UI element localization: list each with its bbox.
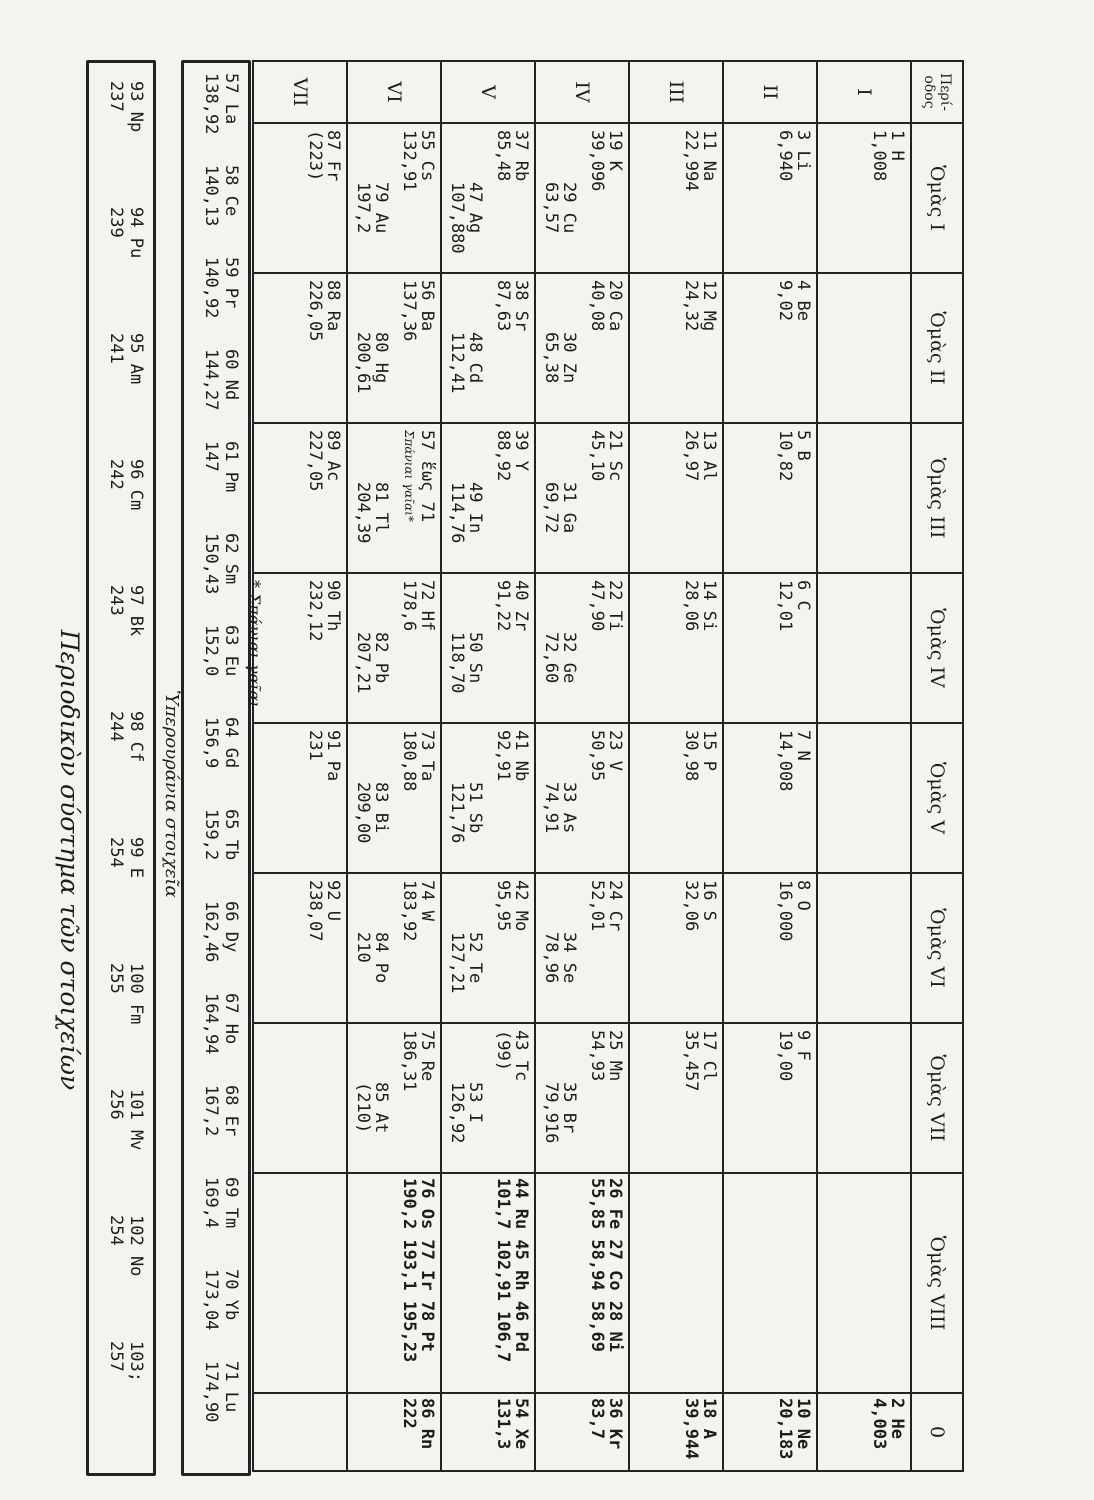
element-cell (253, 723, 347, 873)
atomic-weight: (99) (493, 1030, 513, 1071)
element-symbol: 86 Rn (417, 1398, 437, 1450)
atomic-weight: 126,92 (447, 1082, 467, 1144)
atomic-weight: 118,70 (447, 632, 467, 694)
element-cell (723, 273, 817, 423)
atomic-weight: 222 (399, 1398, 419, 1429)
element-cell (723, 1173, 817, 1393)
element-cell (535, 873, 629, 1023)
element-symbol: 55 Cs (417, 130, 437, 182)
element-symbol: 81 Tl (371, 482, 391, 534)
atomic-weight: 40,08 (587, 280, 607, 332)
element-symbol: 95 Am (126, 333, 146, 385)
element-symbol: 84 Po (371, 932, 391, 984)
element-symbol: 30 Zn (559, 332, 579, 384)
element-symbol: 26 Fe 27 Co 28 Ni (605, 1178, 625, 1352)
element-symbol: 52 Te (465, 932, 485, 984)
element-cell (347, 1023, 441, 1173)
element-cell (253, 273, 347, 423)
period-label: VII (253, 61, 347, 123)
period-label: III (629, 61, 723, 123)
element-symbol: 18 A (699, 1398, 719, 1439)
element-cell (535, 273, 629, 423)
atomic-weight: 14,008 (775, 730, 795, 792)
period-row (817, 61, 911, 1471)
atomic-weight: 150,43 (201, 533, 221, 595)
atomic-weight: 237 (106, 81, 126, 112)
element-cell (253, 1173, 347, 1393)
element-cell (253, 123, 347, 273)
element-symbol: 87 Fr (323, 130, 343, 182)
atomic-weight: 232,12 (305, 580, 325, 642)
header-group-8: Ὁμὰς VIII (911, 1173, 963, 1393)
element-symbol: 37 Rb (511, 130, 531, 182)
element-symbol: 64 Gd (221, 717, 241, 769)
element-symbol: 10 Ne (793, 1398, 813, 1450)
element-cell (723, 873, 817, 1023)
element-cell (817, 723, 911, 873)
atomic-weight: 159,2 (201, 809, 221, 861)
atomic-weight: 180,88 (399, 730, 419, 792)
header-group-1: Ὁμὰς I (911, 123, 963, 273)
element-symbol: 3 Li (793, 130, 813, 171)
element-symbol: 73 Ta (417, 730, 437, 782)
atomic-weight: 35,457 (681, 1030, 701, 1092)
header-group-5: Ὁμὰς V (911, 723, 963, 873)
element-symbol: 35 Br (559, 1082, 579, 1134)
atomic-weight: 186,31 (399, 1030, 419, 1092)
element-cell (723, 1393, 817, 1471)
element-cell (629, 423, 723, 573)
element-cell (629, 723, 723, 873)
element-cell (723, 123, 817, 273)
element-cell (629, 1393, 723, 1471)
atomic-weight: 39,944 (681, 1398, 701, 1460)
atomic-weight: 137,36 (399, 280, 419, 342)
atomic-weight: 138,92 (201, 73, 221, 135)
element-symbol: 13 Al (699, 430, 719, 482)
atomic-weight: 204,39 (353, 482, 373, 544)
element-symbol: 101 Mv (126, 1089, 146, 1151)
atomic-weight: 162,46 (201, 901, 221, 963)
atomic-weight: 167,2 (201, 1085, 221, 1137)
element-symbol: 71 Lu (221, 1361, 241, 1413)
period-label: II (723, 61, 817, 123)
element-cell (723, 423, 817, 573)
atomic-weight: 131,3 (493, 1398, 513, 1450)
atomic-weight: 241 (106, 333, 126, 364)
atomic-weight: 50,95 (587, 730, 607, 782)
element-symbol: 98 Cf (126, 711, 146, 763)
atomic-weight: 183,92 (399, 880, 419, 942)
atomic-weight: 127,21 (447, 932, 467, 994)
element-cell (253, 423, 347, 573)
element-cell (441, 723, 535, 873)
element-symbol: 53 I (465, 1082, 485, 1123)
element-cell (253, 873, 347, 1023)
element-cell (253, 1023, 347, 1173)
element-symbol: 63 Eu (221, 625, 241, 677)
element-cell (535, 1393, 629, 1471)
element-cell (817, 1023, 911, 1173)
element-symbol: 57 ἕως 71 (417, 430, 437, 523)
atomic-weight: 65,38 (541, 332, 561, 384)
atomic-weight: 238,07 (305, 880, 325, 942)
header-group-9: 0 (911, 1393, 963, 1471)
element-symbol: 36 Kr (605, 1398, 625, 1450)
atomic-weight: 101,7 102,91 106,7 (493, 1178, 513, 1363)
element-symbol: 32 Ge (559, 632, 579, 684)
atomic-weight: 209,00 (353, 782, 373, 844)
element-symbol: 62 Sm (221, 533, 241, 585)
element-symbol: 38 Sr (511, 280, 531, 332)
element-cell (535, 1023, 629, 1173)
atomic-weight: 140,13 (201, 165, 221, 227)
element-cell (441, 273, 535, 423)
atomic-weight: 45,10 (587, 430, 607, 482)
element-cell (723, 723, 817, 873)
header-group-4: Ὁμὰς IV (911, 573, 963, 723)
element-symbol: 75 Re (417, 1030, 437, 1082)
header-group-3: Ὁμὰς III (911, 423, 963, 573)
element-cell (535, 123, 629, 273)
periodic-table (252, 60, 964, 1472)
atomic-weight: 12,01 (775, 580, 795, 632)
atomic-weight: 9,02 (775, 280, 795, 321)
transuranic-strip (86, 60, 156, 1476)
element-cell (535, 1173, 629, 1393)
atomic-weight: 152,0 (201, 625, 221, 677)
atomic-weight: 256 (106, 1089, 126, 1120)
atomic-weight: 132,91 (399, 130, 419, 192)
element-cell (535, 573, 629, 723)
element-symbol: 24 Cr (605, 880, 625, 932)
atomic-weight: 244 (106, 711, 126, 742)
header-group-7: Ὁμὰς VII (911, 1023, 963, 1173)
period-row (253, 61, 347, 1471)
element-cell (817, 123, 911, 273)
element-symbol: 60 Nd (221, 349, 241, 401)
atomic-weight: 78,96 (541, 932, 561, 984)
atomic-weight: (210) (353, 1082, 373, 1134)
atomic-weight: 39,096 (587, 130, 607, 192)
element-symbol: 25 Mn (605, 1030, 625, 1082)
element-symbol: 4 Be (793, 280, 813, 321)
element-symbol: 68 Er (221, 1085, 241, 1137)
atomic-weight: 226,05 (305, 280, 325, 342)
header-group-2: Ὁμὰς II (911, 273, 963, 423)
atomic-weight: 178,6 (399, 580, 419, 632)
atomic-weight: 85,48 (493, 130, 513, 182)
atomic-weight: 72,60 (541, 632, 561, 684)
element-cell (441, 1173, 535, 1393)
atomic-weight: 164,94 (201, 993, 221, 1055)
atomic-weight: 147 (201, 441, 221, 472)
atomic-weight: 254 (106, 837, 126, 868)
element-cell (253, 1393, 347, 1471)
element-cell (347, 123, 441, 273)
element-cell (817, 573, 911, 723)
element-symbol: 16 S (699, 880, 719, 921)
element-cell (347, 273, 441, 423)
element-symbol: 8 O (793, 880, 813, 911)
element-symbol: 50 Sn (465, 632, 485, 684)
element-symbol: 40 Zr (511, 580, 531, 632)
period-row (723, 61, 817, 1471)
element-symbol: 65 Tb (221, 809, 241, 861)
period-row (441, 61, 535, 1471)
element-symbol: 2 He (887, 1398, 907, 1439)
element-symbol: 39 Y (511, 430, 531, 471)
element-cell (441, 123, 535, 273)
atomic-weight: 54,93 (587, 1030, 607, 1082)
element-symbol: 49 In (465, 482, 485, 534)
element-cell (535, 723, 629, 873)
atomic-weight: 22,994 (681, 130, 701, 192)
element-symbol: 91 Pa (323, 730, 343, 782)
element-symbol: 92 U (323, 880, 343, 921)
element-cell (817, 1393, 911, 1471)
element-symbol: 58 Ce (221, 165, 241, 217)
atomic-weight: 114,76 (447, 482, 467, 544)
header-group-6: Ὁμὰς VI (911, 873, 963, 1023)
atomic-weight: 24,32 (681, 280, 701, 332)
element-symbol: 14 Si (699, 580, 719, 632)
element-cell (629, 1023, 723, 1173)
header-period: Περί-οδος (911, 61, 963, 123)
atomic-weight: 20,183 (775, 1398, 795, 1460)
element-symbol: 61 Pm (221, 441, 241, 493)
element-symbol: 7 N (793, 730, 813, 761)
atomic-weight: 92,91 (493, 730, 513, 782)
element-cell (347, 873, 441, 1023)
atomic-weight: 169,4 (201, 1177, 221, 1229)
rare-earth-strip (181, 60, 251, 1476)
atomic-weight: 173,04 (201, 1269, 221, 1331)
element-symbol: 48 Cd (465, 332, 485, 384)
atomic-weight: 6,940 (775, 130, 795, 182)
element-cell (817, 1173, 911, 1393)
element-symbol: 103; (126, 1341, 146, 1382)
period-row (535, 61, 629, 1471)
element-symbol: 94 Pu (126, 207, 146, 259)
element-symbol: 88 Ra (323, 280, 343, 332)
atomic-weight: 239 (106, 207, 126, 238)
element-symbol: 82 Pb (371, 632, 391, 684)
element-symbol: 19 K (605, 130, 625, 171)
element-symbol: 9 F (793, 1030, 813, 1061)
element-symbol: 57 La (221, 73, 241, 125)
atomic-weight: 10,82 (775, 430, 795, 482)
element-symbol: 74 W (417, 880, 437, 921)
element-cell (441, 873, 535, 1023)
atomic-weight: 95,95 (493, 880, 513, 932)
element-cell (817, 423, 911, 573)
element-symbol: 93 Np (126, 81, 146, 133)
element-symbol: 66 Dy (221, 901, 241, 953)
atomic-weight: 242 (106, 459, 126, 490)
element-symbol: 54 Xe (511, 1398, 531, 1450)
transuranic-caption: Ὑπερουράνια στοιχεῖα (161, 690, 182, 898)
element-cell (441, 1393, 535, 1471)
atomic-weight: 79,916 (541, 1082, 561, 1144)
element-symbol: 97 Bk (126, 585, 146, 637)
atomic-weight: 243 (106, 585, 126, 616)
element-symbol: 43 Tc (511, 1030, 531, 1082)
element-cell (629, 123, 723, 273)
page-title: Περιοδικὸν σύστημα τῶν στοιχείων (55, 629, 84, 1091)
element-symbol: 69 Tm (221, 1177, 241, 1229)
element-cell (629, 573, 723, 723)
atomic-weight: (223) (305, 130, 325, 182)
atomic-weight: 257 (106, 1341, 126, 1372)
atomic-weight: 190,2 193,1 195,23 (399, 1178, 419, 1363)
element-cell (723, 1023, 817, 1173)
element-symbol: 70 Yb (221, 1269, 241, 1321)
rare-earth-note: * Σπάνιαι γαῖαι (245, 580, 264, 708)
element-symbol: 51 Sb (465, 782, 485, 834)
period-row (629, 61, 723, 1471)
atomic-weight: 52,01 (587, 880, 607, 932)
period-label: V (441, 61, 535, 123)
element-symbol: 29 Cu (559, 182, 579, 234)
element-symbol: 17 Cl (699, 1030, 719, 1082)
atomic-weight: 32,06 (681, 880, 701, 932)
element-symbol: 47 Ag (465, 182, 485, 234)
element-cell (347, 723, 441, 873)
element-symbol: 23 V (605, 730, 625, 771)
element-symbol: 31 Ga (559, 482, 579, 534)
atomic-weight: 19,00 (775, 1030, 795, 1082)
element-cell (629, 873, 723, 1023)
atomic-weight: 121,76 (447, 782, 467, 844)
element-symbol: 41 Nb (511, 730, 531, 782)
atomic-weight: Σπάνιαι γαῖαι* (402, 430, 416, 522)
atomic-weight: 140,92 (201, 257, 221, 319)
element-cell (347, 1173, 441, 1393)
element-symbol: 11 Na (699, 130, 719, 182)
element-symbol: 89 Ac (323, 430, 343, 482)
atomic-weight: 1,008 (869, 130, 889, 182)
atomic-weight: 47,90 (587, 580, 607, 632)
element-symbol: 42 Mo (511, 880, 531, 932)
element-symbol: 22 Ti (605, 580, 625, 632)
element-symbol: 15 P (699, 730, 719, 771)
atomic-weight: 83,7 (587, 1398, 607, 1439)
element-cell (441, 1023, 535, 1173)
element-symbol: 96 Cm (126, 459, 146, 511)
element-symbol: 34 Se (559, 932, 579, 984)
atomic-weight: 197,2 (353, 182, 373, 234)
element-cell (723, 573, 817, 723)
element-symbol: 12 Mg (699, 280, 719, 332)
element-symbol: 5 B (793, 430, 813, 461)
element-cell (629, 273, 723, 423)
atomic-weight: 227,05 (305, 430, 325, 492)
atomic-weight: 69,72 (541, 482, 561, 534)
atomic-weight: 55,85 58,94 58,69 (587, 1178, 607, 1352)
element-symbol: 85 At (371, 1082, 391, 1134)
element-cell (441, 573, 535, 723)
atomic-weight: 144,27 (201, 349, 221, 411)
atomic-weight: 63,57 (541, 182, 561, 234)
atomic-weight: 107,880 (447, 182, 467, 254)
element-cell (817, 273, 911, 423)
element-cell (347, 423, 441, 573)
atomic-weight: 174,90 (201, 1361, 221, 1423)
element-symbol: 6 C (793, 580, 813, 611)
period-row (347, 61, 441, 1471)
element-symbol: 56 Ba (417, 280, 437, 332)
atomic-weight: 207,21 (353, 632, 373, 694)
atomic-weight: 87,63 (493, 280, 513, 332)
element-symbol: 83 Bi (371, 782, 391, 834)
atomic-weight: 4,003 (869, 1398, 889, 1450)
atomic-weight: 156,9 (201, 717, 221, 769)
element-cell (535, 423, 629, 573)
atomic-weight: 26,97 (681, 430, 701, 482)
element-symbol: 44 Ru 45 Rh 46 Pd (511, 1178, 531, 1352)
element-cell (817, 873, 911, 1023)
element-symbol: 72 Hf (417, 580, 437, 632)
element-symbol: 100 Fm (126, 963, 146, 1025)
atomic-weight: 210 (353, 932, 373, 963)
table-header-row (911, 61, 963, 1471)
atomic-weight: 112,41 (447, 332, 467, 394)
element-symbol: 99 E (126, 837, 146, 878)
period-label: VI (347, 61, 441, 123)
period-label: IV (535, 61, 629, 123)
atomic-weight: 200,61 (353, 332, 373, 394)
atomic-weight: 74,91 (541, 782, 561, 834)
element-symbol: 80 Hg (371, 332, 391, 384)
element-symbol: 79 Au (371, 182, 391, 234)
atomic-weight: 254 (106, 1215, 126, 1246)
atomic-weight: 255 (106, 963, 126, 994)
element-cell (629, 1173, 723, 1393)
atomic-weight: 28,06 (681, 580, 701, 632)
element-cell (347, 573, 441, 723)
atomic-weight: 30,98 (681, 730, 701, 782)
period-label: I (817, 61, 911, 123)
atomic-weight: 16,000 (775, 880, 795, 942)
element-symbol: 33 As (559, 782, 579, 834)
element-cell (347, 1393, 441, 1471)
atomic-weight: 91,22 (493, 580, 513, 632)
element-symbol: 76 Os 77 Ir 78 Pt (417, 1178, 437, 1352)
element-symbol: 59 Pr (221, 257, 241, 309)
element-cell (253, 573, 347, 723)
element-symbol: 90 Th (323, 580, 343, 632)
element-symbol: 67 Ho (221, 993, 241, 1045)
atomic-weight: 231 (305, 730, 325, 761)
atomic-weight: 88,92 (493, 430, 513, 482)
element-cell (441, 423, 535, 573)
element-symbol: 102 No (126, 1215, 146, 1277)
element-symbol: 21 Sc (605, 430, 625, 482)
element-symbol: 1 H (887, 130, 907, 161)
element-symbol: 20 Ca (605, 280, 625, 332)
